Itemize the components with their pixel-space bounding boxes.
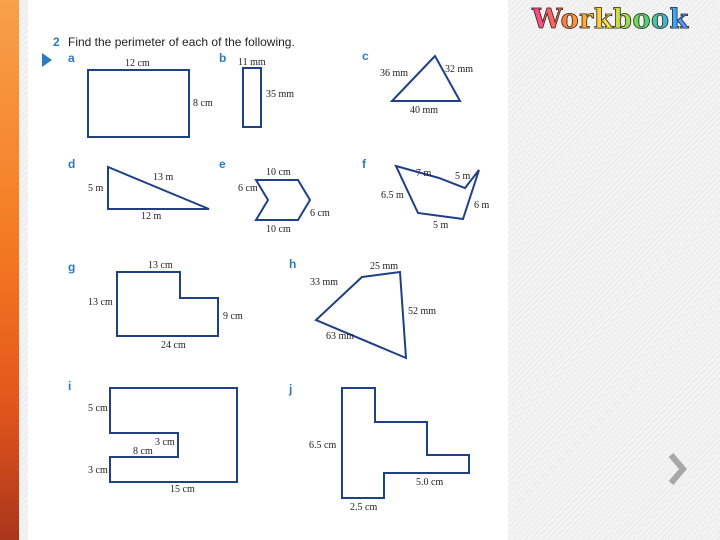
thin-rectangle-shape — [243, 68, 261, 127]
chevron-right-icon[interactable] — [666, 452, 688, 486]
measure-f-top-left: 7 m — [416, 168, 432, 179]
measure-a-top: 12 cm — [125, 58, 150, 69]
measure-f-top-right: 5 m — [455, 171, 471, 182]
shape-label-h: h — [289, 257, 297, 271]
measure-g-bottom: 24 cm — [161, 340, 186, 351]
play-marker-icon — [41, 52, 53, 68]
measure-g-top: 13 cm — [148, 260, 173, 271]
shape-label-f: f — [362, 157, 366, 171]
measure-i-inner-right: 3 cm — [155, 437, 175, 448]
shape-d — [68, 157, 209, 222]
shape-label-e: e — [219, 157, 226, 171]
shape-g — [68, 260, 243, 351]
measure-g-right: 9 cm — [223, 311, 243, 322]
shape-label-j: j — [289, 382, 293, 396]
measure-i-inner-bottom: 8 cm — [133, 446, 153, 457]
shape-label-a: a — [68, 51, 75, 65]
rectangle-shape — [88, 70, 189, 137]
shape-c — [362, 49, 473, 116]
shape-label-i: i — [68, 379, 72, 393]
question-number: 2 — [53, 35, 60, 49]
measure-f-right: 6 m — [474, 200, 490, 211]
shape-j — [288, 382, 469, 513]
shape-e — [219, 157, 330, 235]
measure-g-left: 13 cm — [88, 297, 113, 308]
measure-h-right: 52 mm — [408, 306, 437, 317]
measure-j-right: 5.0 cm — [416, 477, 444, 488]
measure-b-right: 35 mm — [266, 89, 295, 100]
shape-a — [68, 51, 213, 137]
measure-f-left: 6.5 m — [381, 190, 404, 201]
shape-h — [289, 257, 436, 358]
c-shape — [110, 388, 237, 482]
measure-c-left: 36 mm — [380, 68, 409, 79]
measure-a-right: 8 cm — [193, 98, 213, 109]
measure-i-top-left: 5 cm — [88, 403, 108, 414]
measure-e-left: 6 cm — [238, 183, 258, 194]
measure-h-bottom: 63 mm — [326, 331, 355, 342]
measure-d-hypotenuse: 13 m — [153, 172, 174, 183]
measure-i-bottom: 15 cm — [170, 484, 195, 495]
chevron-shape — [256, 180, 310, 220]
measure-j-bottom: 2.5 cm — [350, 502, 378, 513]
measure-j-left: 6.5 cm — [309, 440, 337, 451]
shape-i — [68, 379, 237, 495]
measure-f-bottom: 5 m — [433, 220, 449, 231]
shape-label-c: c — [362, 49, 369, 63]
measure-c-bottom: 40 mm — [410, 105, 439, 116]
measure-d-bottom: 12 m — [141, 211, 162, 222]
measure-h-left: 33 mm — [310, 277, 339, 288]
measure-e-right: 6 cm — [310, 208, 330, 219]
l-shape — [117, 272, 218, 336]
stepped-shape — [342, 388, 469, 498]
measure-c-right: 32 mm — [445, 64, 474, 75]
shape-label-d: d — [68, 157, 76, 171]
shape-label-b: b — [219, 51, 227, 65]
workbook-logo: Workbook — [532, 4, 710, 36]
measure-e-bottom: 10 cm — [266, 224, 291, 235]
measure-h-top: 25 mm — [370, 261, 399, 272]
shape-b — [219, 51, 294, 127]
question-text: Find the perimeter of each of the following. — [68, 35, 295, 49]
measure-d-left: 5 m — [88, 183, 104, 194]
measure-i-bottom-left: 3 cm — [88, 465, 108, 476]
shape-f — [362, 157, 490, 231]
measure-e-top: 10 cm — [266, 167, 291, 178]
measure-b-top: 11 mm — [238, 57, 266, 68]
shape-label-g: g — [68, 260, 76, 274]
